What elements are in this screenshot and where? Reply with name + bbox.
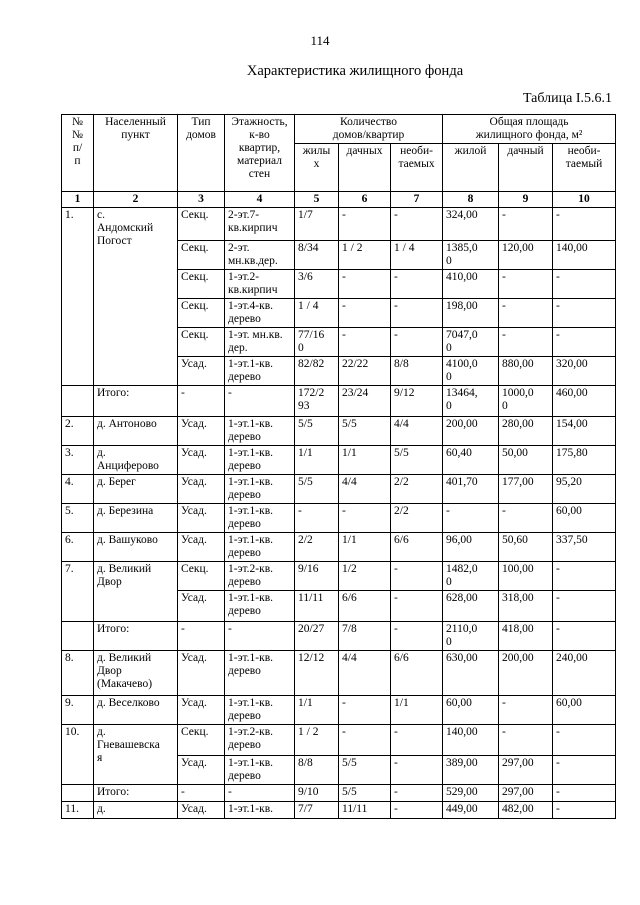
cell-house-type: Усад. [178, 446, 225, 475]
header-count-group: Количество домов/квартир [295, 115, 443, 144]
cell-count-uninh: 6/6 [391, 651, 443, 696]
cell-area-uninh: - [553, 562, 616, 591]
cell-house-type: Секц. [178, 725, 225, 756]
cell-area-res: 200,00 [443, 417, 499, 446]
cell-area-dacha: 100,00 [499, 562, 553, 591]
cell-no: 5. [62, 504, 94, 533]
cell-floors: 1-эт.1-кв. [225, 802, 295, 819]
table-row [62, 802, 616, 819]
cell-count-uninh: - [391, 208, 443, 241]
housing-table [61, 114, 616, 819]
cell-count-dacha: - [339, 270, 391, 299]
cell-no: 2. [62, 417, 94, 446]
cell-count-res: - [295, 504, 339, 533]
table-row [62, 562, 616, 591]
cell-area-dacha: 318,00 [499, 591, 553, 622]
cell-area-res: 401,70 [443, 475, 499, 504]
cell-floors: - [225, 622, 295, 651]
cell-house-type: Усад. [178, 357, 225, 386]
cell-settlement: д. Вашуково [94, 533, 178, 562]
cell-area-dacha: 418,00 [499, 622, 553, 651]
cell-count-uninh: 9/12 [391, 386, 443, 417]
cell-area-res: 198,00 [443, 299, 499, 328]
cell-no [62, 785, 94, 802]
header-house-type: Тип домов [178, 115, 225, 192]
cell-floors: 1-эт.1-кв. дерево [225, 651, 295, 696]
cell-area-dacha: 297,00 [499, 785, 553, 802]
cell-floors: - [225, 785, 295, 802]
cell-count-res: 8/8 [295, 756, 339, 785]
cell-floors: 2-эт. мн.кв.дер. [225, 241, 295, 270]
cell-area-res: 60,00 [443, 696, 499, 725]
cell-house-type: Секц. [178, 208, 225, 241]
cell-count-uninh: - [391, 785, 443, 802]
cell-settlement: с. Андомский Погост [94, 208, 178, 386]
cell-no: 6. [62, 533, 94, 562]
cell-area-uninh: 140,00 [553, 241, 616, 270]
cell-count-dacha: - [339, 725, 391, 756]
cell-floors: 1-эт.1-кв. дерево [225, 504, 295, 533]
cell-count-uninh: - [391, 328, 443, 357]
cell-count-uninh: 4/4 [391, 417, 443, 446]
cell-floors: 1-эт.1-кв. дерево [225, 357, 295, 386]
cell-no: 11. [62, 802, 94, 819]
cell-count-res: 172/2 93 [295, 386, 339, 417]
column-number-row [62, 192, 616, 208]
cell-house-type: Секц. [178, 270, 225, 299]
cell-count-dacha: 4/4 [339, 651, 391, 696]
cell-count-dacha: - [339, 328, 391, 357]
cell-floors: 1-эт.1-кв. дерево [225, 696, 295, 725]
cell-settlement: д. Берег [94, 475, 178, 504]
cell-area-uninh: - [553, 756, 616, 785]
cell-area-res: 389,00 [443, 756, 499, 785]
cell-area-uninh: 60,00 [553, 504, 616, 533]
column-number: 9 [499, 192, 553, 208]
cell-count-dacha: 22/22 [339, 357, 391, 386]
cell-count-res: 7/7 [295, 802, 339, 819]
cell-count-res: 8/34 [295, 241, 339, 270]
column-number: 3 [178, 192, 225, 208]
cell-house-type: Усад. [178, 417, 225, 446]
cell-count-uninh: 1 / 4 [391, 241, 443, 270]
table-row [62, 475, 616, 504]
cell-settlement: д. Веселково [94, 696, 178, 725]
cell-count-res: 2/2 [295, 533, 339, 562]
cell-settlement: д. Великий Двор [94, 562, 178, 622]
table-row [62, 785, 616, 802]
cell-house-type: Усад. [178, 802, 225, 819]
table-row [62, 208, 616, 241]
cell-area-res: 1385,0 0 [443, 241, 499, 270]
cell-count-res: 20/27 [295, 622, 339, 651]
cell-area-uninh: - [553, 208, 616, 241]
cell-settlement: д. Великий Двор (Макачево) [94, 651, 178, 696]
cell-floors: 1-эт.2-кв. дерево [225, 725, 295, 756]
cell-area-dacha: 50,60 [499, 533, 553, 562]
cell-area-res: 324,00 [443, 208, 499, 241]
cell-count-uninh: - [391, 562, 443, 591]
header-row-1 [62, 115, 616, 144]
column-number: 10 [553, 192, 616, 208]
cell-house-type: - [178, 785, 225, 802]
cell-floors: 1-эт.2- кв.кирпич [225, 270, 295, 299]
cell-area-uninh: - [553, 328, 616, 357]
cell-count-uninh: 2/2 [391, 475, 443, 504]
table-label: Таблица I.5.6.1 [522, 91, 612, 106]
cell-count-dacha: - [339, 208, 391, 241]
cell-area-dacha: 482,00 [499, 802, 553, 819]
cell-area-uninh: 337,50 [553, 533, 616, 562]
cell-area-res: 1482,0 0 [443, 562, 499, 591]
cell-area-uninh: - [553, 299, 616, 328]
cell-floors: - [225, 386, 295, 417]
cell-area-res: 140,00 [443, 725, 499, 756]
cell-no: 8. [62, 651, 94, 696]
cell-area-dacha: - [499, 328, 553, 357]
cell-house-type: - [178, 386, 225, 417]
cell-no: 9. [62, 696, 94, 725]
cell-count-dacha: 5/5 [339, 417, 391, 446]
cell-house-type: - [178, 622, 225, 651]
cell-count-dacha: 23/24 [339, 386, 391, 417]
cell-count-dacha: 11/11 [339, 802, 391, 819]
cell-floors: 1-эт.1-кв. дерево [225, 591, 295, 622]
cell-count-res: 11/11 [295, 591, 339, 622]
cell-house-type: Усад. [178, 756, 225, 785]
cell-settlement: Итого: [94, 785, 178, 802]
cell-area-uninh: 240,00 [553, 651, 616, 696]
cell-count-dacha: 6/6 [339, 591, 391, 622]
cell-count-uninh: 1/1 [391, 696, 443, 725]
cell-area-uninh: 95,20 [553, 475, 616, 504]
cell-count-dacha: 1/1 [339, 446, 391, 475]
cell-count-res: 9/10 [295, 785, 339, 802]
column-number: 6 [339, 192, 391, 208]
column-number: 2 [94, 192, 178, 208]
cell-count-uninh: - [391, 591, 443, 622]
cell-no: 4. [62, 475, 94, 504]
column-number: 8 [443, 192, 499, 208]
cell-area-dacha: 297,00 [499, 756, 553, 785]
cell-area-res: 449,00 [443, 802, 499, 819]
cell-count-uninh: 6/6 [391, 533, 443, 562]
cell-count-dacha: 5/5 [339, 785, 391, 802]
header-no: № № п/ п [62, 115, 94, 192]
table-row [62, 696, 616, 725]
cell-count-dacha: - [339, 696, 391, 725]
cell-area-uninh: 460,00 [553, 386, 616, 417]
cell-settlement: Итого: [94, 622, 178, 651]
cell-area-uninh: - [553, 802, 616, 819]
table-row [62, 504, 616, 533]
cell-area-dacha: 280,00 [499, 417, 553, 446]
cell-area-uninh: - [553, 622, 616, 651]
cell-count-uninh: 5/5 [391, 446, 443, 475]
cell-floors: 1-эт.1-кв. дерево [225, 756, 295, 785]
cell-area-dacha: 177,00 [499, 475, 553, 504]
cell-settlement: д. [94, 802, 178, 819]
cell-count-res: 82/82 [295, 357, 339, 386]
table-row [62, 651, 616, 696]
cell-area-uninh: 320,00 [553, 357, 616, 386]
table-row [62, 622, 616, 651]
cell-area-dacha: - [499, 696, 553, 725]
cell-no: 1. [62, 208, 94, 386]
cell-area-uninh: - [553, 270, 616, 299]
cell-area-dacha: 880,00 [499, 357, 553, 386]
header-floors: Этажность, к-во квартир, материал стен [225, 115, 295, 192]
cell-area-res: 529,00 [443, 785, 499, 802]
cell-no: 7. [62, 562, 94, 622]
cell-count-dacha: 1/1 [339, 533, 391, 562]
cell-house-type: Усад. [178, 504, 225, 533]
cell-no: 10. [62, 725, 94, 785]
cell-count-res: 5/5 [295, 475, 339, 504]
cell-count-dacha: 4/4 [339, 475, 391, 504]
cell-area-dacha: - [499, 725, 553, 756]
page-number: 114 [310, 33, 330, 48]
cell-area-res: 4100,0 0 [443, 357, 499, 386]
cell-area-dacha: 50,00 [499, 446, 553, 475]
page-title: Характеристика жилищного фонда [246, 63, 464, 79]
header-count-res: жилы х [295, 144, 339, 192]
cell-area-res: - [443, 504, 499, 533]
cell-area-uninh: 60,00 [553, 696, 616, 725]
cell-house-type: Секц. [178, 299, 225, 328]
cell-area-res: 630,00 [443, 651, 499, 696]
cell-count-res: 77/16 0 [295, 328, 339, 357]
cell-count-uninh: 2/2 [391, 504, 443, 533]
cell-count-res: 3/6 [295, 270, 339, 299]
cell-count-uninh: - [391, 802, 443, 819]
cell-house-type: Усад. [178, 651, 225, 696]
cell-floors: 1-эт.4-кв. дерево [225, 299, 295, 328]
cell-area-dacha: 120,00 [499, 241, 553, 270]
cell-no: 3. [62, 446, 94, 475]
cell-count-res: 9/16 [295, 562, 339, 591]
cell-count-uninh: - [391, 622, 443, 651]
cell-area-uninh: 154,00 [553, 417, 616, 446]
header-area-res: жилой [443, 144, 499, 192]
cell-area-res: 628,00 [443, 591, 499, 622]
cell-area-res: 60,40 [443, 446, 499, 475]
cell-settlement: д. Гневашевска я [94, 725, 178, 785]
cell-count-res: 1/7 [295, 208, 339, 241]
cell-settlement: Итого: [94, 386, 178, 417]
cell-floors: 1-эт.1-кв. дерево [225, 417, 295, 446]
cell-count-res: 1 / 2 [295, 725, 339, 756]
column-number: 5 [295, 192, 339, 208]
cell-no [62, 622, 94, 651]
column-number: 1 [62, 192, 94, 208]
cell-count-uninh: - [391, 270, 443, 299]
cell-settlement: д. Антоново [94, 417, 178, 446]
cell-house-type: Секц. [178, 328, 225, 357]
cell-count-res: 1 / 4 [295, 299, 339, 328]
cell-house-type: Секц. [178, 241, 225, 270]
cell-count-dacha: 1/2 [339, 562, 391, 591]
cell-count-dacha: 5/5 [339, 756, 391, 785]
cell-count-res: 12/12 [295, 651, 339, 696]
header-area-uninh: необи- таемый [553, 144, 616, 192]
cell-area-dacha: - [499, 208, 553, 241]
cell-floors: 2-эт.7- кв.кирпич [225, 208, 295, 241]
cell-house-type: Усад. [178, 696, 225, 725]
cell-area-uninh: - [553, 725, 616, 756]
table-row [62, 417, 616, 446]
cell-house-type: Секц. [178, 562, 225, 591]
header-count-uninh: необи- таемых [391, 144, 443, 192]
cell-count-dacha: - [339, 504, 391, 533]
cell-count-res: 1/1 [295, 446, 339, 475]
cell-count-res: 1/1 [295, 696, 339, 725]
header-area-dacha: дачный [499, 144, 553, 192]
column-number: 7 [391, 192, 443, 208]
cell-area-res: 96,00 [443, 533, 499, 562]
cell-area-uninh: 175,80 [553, 446, 616, 475]
cell-area-res: 410,00 [443, 270, 499, 299]
cell-count-res: 5/5 [295, 417, 339, 446]
header-area-group: Общая площадь жилищного фонда, м² [443, 115, 616, 144]
cell-house-type: Усад. [178, 533, 225, 562]
header-settlement: Населенный пункт [94, 115, 178, 192]
cell-house-type: Усад. [178, 475, 225, 504]
cell-house-type: Усад. [178, 591, 225, 622]
cell-area-dacha: 200,00 [499, 651, 553, 696]
table-row [62, 725, 616, 756]
cell-area-res: 13464, 0 [443, 386, 499, 417]
column-number: 4 [225, 192, 295, 208]
cell-floors: 1-эт.1-кв. дерево [225, 475, 295, 504]
cell-area-uninh: - [553, 785, 616, 802]
table-row [62, 386, 616, 417]
cell-area-dacha: - [499, 504, 553, 533]
cell-floors: 1-эт.1-кв. дерево [225, 446, 295, 475]
table-row [62, 533, 616, 562]
cell-count-dacha: 1 / 2 [339, 241, 391, 270]
cell-count-dacha: 7/8 [339, 622, 391, 651]
cell-count-uninh: 8/8 [391, 357, 443, 386]
cell-area-res: 2110,0 0 [443, 622, 499, 651]
cell-count-uninh: - [391, 756, 443, 785]
cell-area-dacha: - [499, 270, 553, 299]
cell-floors: 1-эт.2-кв. дерево [225, 562, 295, 591]
cell-count-uninh: - [391, 299, 443, 328]
cell-count-uninh: - [391, 725, 443, 756]
cell-count-dacha: - [339, 299, 391, 328]
cell-settlement: д. Березина [94, 504, 178, 533]
cell-area-res: 7047,0 0 [443, 328, 499, 357]
cell-no [62, 386, 94, 417]
cell-floors: 1-эт. мн.кв. дер. [225, 328, 295, 357]
cell-settlement: д. Анциферово [94, 446, 178, 475]
cell-area-dacha: - [499, 299, 553, 328]
header-count-dacha: дачных [339, 144, 391, 192]
cell-floors: 1-эт.1-кв. дерево [225, 533, 295, 562]
table-row [62, 446, 616, 475]
cell-area-dacha: 1000,0 0 [499, 386, 553, 417]
cell-area-uninh: - [553, 591, 616, 622]
